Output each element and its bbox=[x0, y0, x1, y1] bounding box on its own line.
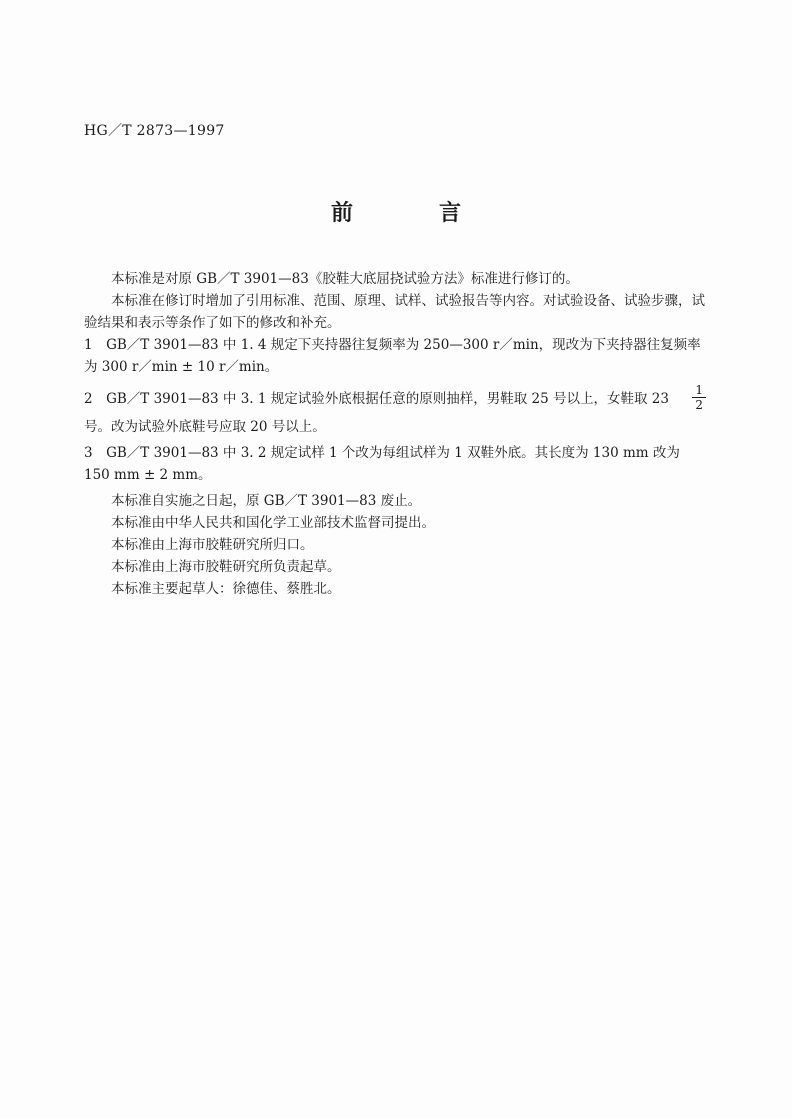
list-item-2-line bbox=[84, 382, 706, 416]
paragraph-drafter: 本标准由上海市胶鞋研究所负责起草。 bbox=[111, 559, 341, 575]
paragraph-centralized: 本标准由上海市胶鞋研究所归口。 bbox=[111, 537, 314, 553]
document-body bbox=[84, 268, 706, 600]
paragraph-revision: 本标准在修订时增加了引用标准、范围、原理、试样、试验报告等内容。对试验设备、试验步骤，试验结果和表示等条作了如下的修改和补充。 bbox=[84, 293, 705, 331]
paragraph-authors: 本标准主要起草人：徐德佳、蔡胜北。 bbox=[111, 581, 341, 597]
list-item-1: 1 GB／T 3901—83 中 1. 4 规定下夹持器往复频率为 250—300 r／min，现改为下夹持器往复频率为 300 r／min ± 10 r／min。 bbox=[84, 337, 701, 375]
list-item-2-text: 2 GB／T 3901—83 中 3. 1 规定试验外底根据任意的原则抽样，男鞋取 25 号以上，女鞋取 23 bbox=[84, 391, 669, 407]
fraction-denominator: 2 bbox=[695, 397, 703, 412]
list-item-3: 3 GB／T 3901—83 中 3. 2 规定试样 1 个改为每组试样为 1 双鞋外底。其长度为 130 mm 改为 150 mm ± 2 mm。 bbox=[84, 445, 680, 483]
paragraph-intro: 本标准是对原 GB／T 3901—83《胶鞋大底屈挠试验方法》标准进行修订的。 bbox=[111, 271, 579, 287]
document-code: HG／T 2873—1997 bbox=[84, 123, 225, 139]
list-item-2-continuation: 号。改为试验外底鞋号应取 20 号以上。 bbox=[84, 419, 326, 435]
paragraph-proposer: 本标准由中华人民共和国化学工业部技术监督司提出。 bbox=[111, 515, 435, 531]
paragraph-abolish: 本标准自实施之日起，原 GB／T 3901—83 废止。 bbox=[111, 493, 422, 509]
fraction bbox=[692, 383, 706, 412]
fraction-numerator: 1 bbox=[692, 383, 706, 398]
list-item-2 bbox=[84, 382, 706, 438]
page-title: 前 言 bbox=[330, 201, 493, 226]
